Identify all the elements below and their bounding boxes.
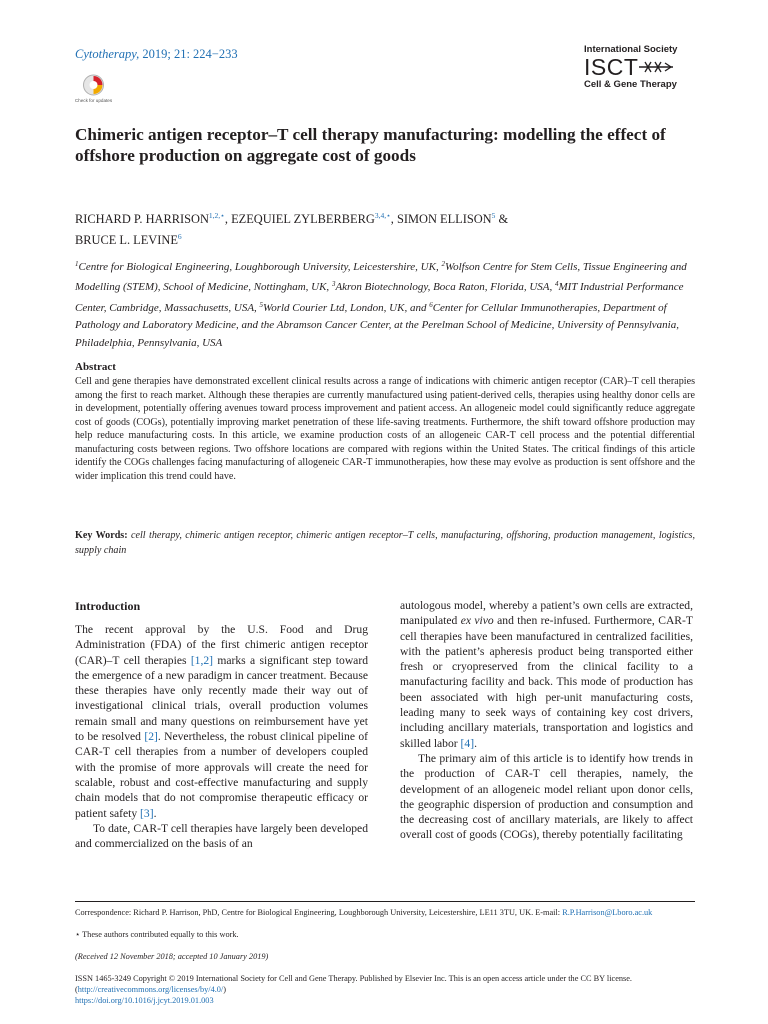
author-affiliation-marker[interactable]: 1,2,⋆ [208,211,225,220]
citation-link[interactable]: [1,2] [190,653,214,667]
author-name: EZEQUIEL ZYLBERBERG [231,212,375,226]
journal-volume-pages: 2019; 21: 224−233 [139,47,238,61]
author-name: RICHARD P. HARRISON [75,212,209,226]
correspondence-note: Correspondence: Richard P. Harrison, PhD, Centre for Biological Engineering, Loughborough University, Leicestershire, LE11 3TU, UK. E-mail: R.P.Harrison@Lboro.ac.uk [75,908,653,917]
keywords-text: cell therapy, chimeric antigen receptor, chimeric antigen receptor–T cells, manufacturing, offshoring, production management, logistics, supply chain [75,530,695,556]
check-for-updates-icon [74,73,113,110]
logo-line3: Cell & Gene Therapy [584,79,677,90]
paragraph: The primary aim of this article is to identify how trends in the production of CAR-T cell therapies, namely, the development of an allogeneic model reliant upon donor cells, the geographic dispersion of production and consumption and the decreasing cost of ancillary materials, are likely to affect overall cost of goods (COGs), thereby potentially facilitating [400,751,693,842]
email-link[interactable]: R.P.Harrison@Lboro.ac.uk [562,908,653,917]
author-name: SIMON ELLISON [396,212,492,226]
logo-line2: ISCT [584,54,639,80]
affiliations: $^1$Centre for Biological Engineering, Loughborough University, Leicestershire, UK, $^2$Wolfson Centre for Stem Cells, Tissue Engineering and Modelling (STEM), School of Medicine, Nottingham, UK, $^3$Akron Biotechnology, Boca Raton, Florida, USA, $^4$MIT Industrial Performance Center, Cambridge, Massachusetts, USA, $^5$World Courier Ltd, London, UK, and $^6$Center for Cellular Immunotherapies, Department of Pathology and Laboratory Medicine, and the Abramson Cancer Center, at the Perelman School of Medicine, University of Pennsylvania, Philadelphia, Pennsylvania, USA [75,260,687,349]
abstract-heading: Abstract [75,361,116,373]
body-column-left [75,622,368,851]
abstract-text: Cell and gene therapies have demonstrated excellent clinical results across a range of indications with chimeric antigen receptor (CAR)–T cell therapies among the first to reach market. Although these therapies are currently manufactured using patient-derived cells, therapies using healthy donor cells are in development, potentially offering avenues toward process improvement and patient access. An allogeneic model could significantly reduce aggregate cost of goods (COGs), potentially improving market penetration of these life-saving treatments. Furthermore, the shift toward offshore production may help reduce manufacturing costs. In this article, we examine production costs of an allogeneic CAR-T cell process and the potential differential manufacturing costs between regions. Two offshore locations are compared with regions within the United States. The critical findings of this article identify the COGs challenges facing manufacturing of allogeneic CAR-T immunotherapies, how these may evolve as production is sent offshore and the wider implication this trend could have. [75,376,695,482]
received-dates: (Received 12 November 2018; accepted 10 January 2019) [75,952,269,961]
introduction-heading: Introduction [75,599,141,613]
logo-line1: International Society [584,44,678,55]
paragraph: To date, CAR-T cell therapies have largely been developed and commercialized on the basis of an [75,821,368,851]
keywords [75,529,695,558]
check-for-updates-badge[interactable] [74,73,113,110]
journal-name: Cytotherapy, [75,47,140,61]
body-column-right [400,598,693,843]
keywords-label: Key Words: [75,530,128,541]
citation-link[interactable]: [2] [144,730,158,744]
citation-link[interactable]: [3] [140,806,154,820]
copyright-notice: ISSN 1465-3249 Copyright © 2019 International Society for Cell and Gene Therapy. Published by Elsevier Inc. This is an open access article under the CC BY license. (http://creativecommons.org/licenses/by/4.0/) https://doi.org/10.1016/j.jcyt.2019.01.003 [75,974,633,1005]
dna-helix-icon [639,60,673,74]
equal-contribution-note: ⋆ These authors contributed equally to this work. [75,930,239,939]
author-affiliation-marker[interactable]: 3,4,⋆ [374,211,391,220]
author-list: RICHARD P. $HARRISON^{1,2,⋆}$, EZEQUIEL $ZYLBERBERG^{3,4,⋆}$, SIMON ELLISON$^5$ & BRUCE L. LEVINE$^6$ [75,211,509,247]
citation-link[interactable]: [4] [460,736,475,750]
author-affiliation-marker[interactable]: 5 [491,211,496,220]
paragraph: autologous model, whereby a patient’s own cells are extracted, manipulated ex vivo and then re-infused. Furthermore, CAR-T cell therapies have been manufactured in centralized facilities, with the patient’s apheresis product being transported either fresh or cryopreserved from the clinical facility to a manufacturing facility and back. This mode of production has been associated with high per-unit manufacturing costs, leading many to seek ways of containing key cost drivers, including ancillary materials, transportation and logistics and skilled labor [4]. [400,599,693,750]
journal-citation[interactable] [75,47,238,62]
doi-link[interactable]: https://doi.org/10.1016/j.jcyt.2019.01.003 [75,996,214,1005]
article-title: Chimeric antigen receptor–T cell therapy manufacturing: modelling the effect of offshore production on aggregate cost of goods [75,125,666,165]
paragraph: The recent approval by the U.S. Food and Drug Administration (FDA) of the first chimeric antigen receptor (CAR)–T cell therapies [1,2] marks a significant step toward the emergence of a new paradigm in cancer treatment. Because these therapies have only recently made their way out of investigational clinical trials, overall production volumes remain small and many questions on reimbursement have yet to be resolved [2]. Nevertheless, the robust clinical pipeline of CAR-T cell therapies from a number of developers coupled with the promise of more approvals will create the need for scalable, robust and cost-effective manufacturing and supply chain models that do not compromise therapeutic efficacy or patient safety [3]. [75,623,368,820]
author-affiliation-marker[interactable]: 6 [177,232,182,241]
footnote-divider [75,901,695,902]
isct-logo [584,44,704,90]
badge-text: Check for updates [74,98,113,103]
author-name: BRUCE L. LEVINE [75,233,178,247]
license-link[interactable]: http://creativecommons.org/licenses/by/4.0/ [77,985,224,994]
